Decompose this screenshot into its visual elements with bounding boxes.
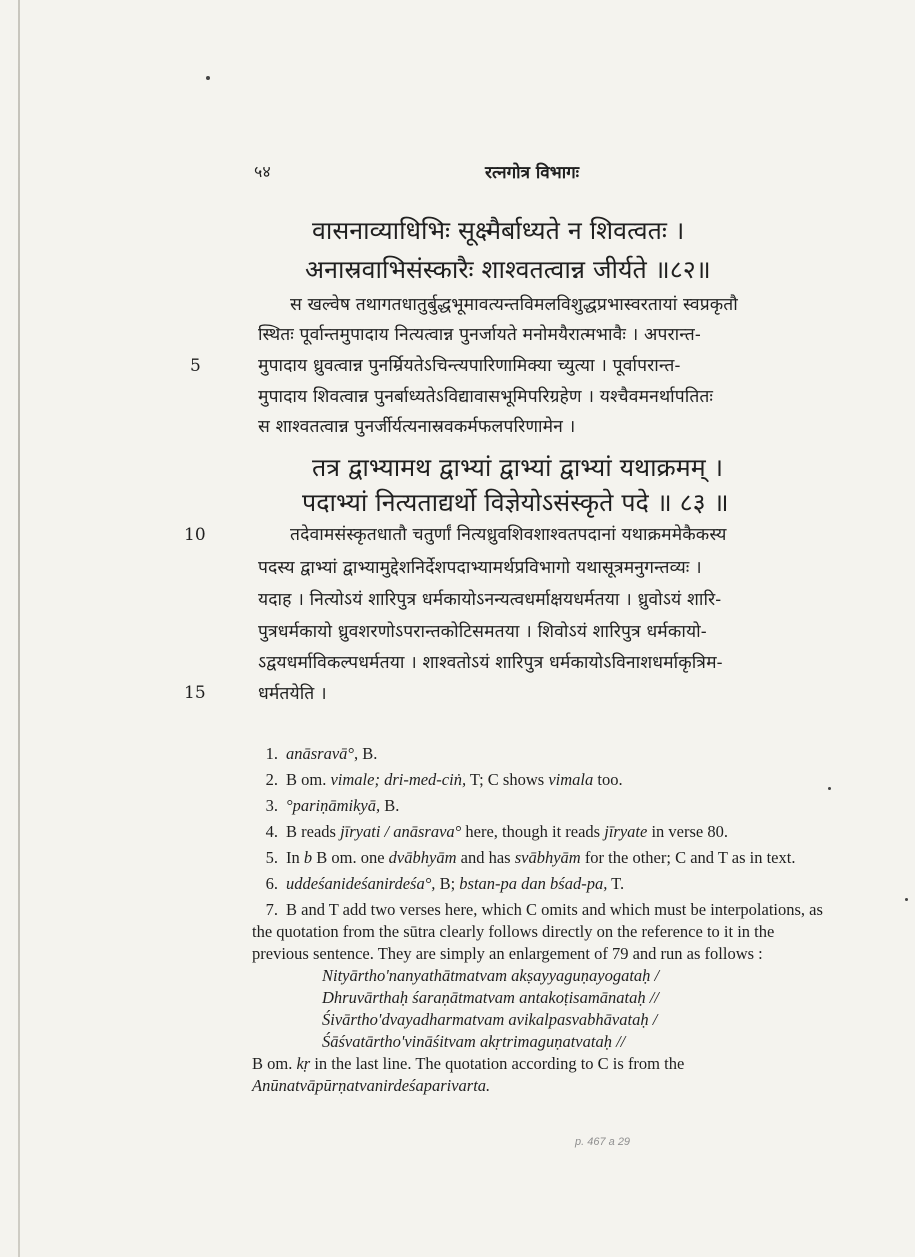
footnote-text: bstan-pa dan bśad-pa,	[459, 874, 608, 893]
verse-line: वासनाव्याधिभिः सूक्ष्मैर्बाध्यते न शिवत्वतः ।	[312, 216, 685, 245]
footnotes	[252, 743, 832, 1097]
footnote-text: vimale; dri-med-ciṅ,	[330, 770, 467, 789]
footnote-text: In	[286, 848, 300, 867]
verse-line: पदाभ्यां नित्यताद्यर्थो विज्ञेयोऽसंस्कृते पदे ॥ ८३ ॥	[302, 488, 729, 517]
footnote	[252, 899, 832, 1097]
footnote	[252, 821, 832, 843]
footnote-tail	[252, 1053, 832, 1097]
scan-speck	[206, 76, 210, 80]
quote-line: Śivārtho'dvayadharmatvam avikalpasvabhāvataḥ /	[322, 1010, 658, 1029]
pencil-annotation: p. 467 a 29	[575, 1136, 631, 1148]
prose-line: स शाश्वतत्वान्न पुनर्जीर्यत्यनास्रवकर्मफलपरिणामेन ।	[258, 417, 576, 437]
footnote-text: too.	[597, 770, 623, 789]
line-number: 10	[184, 525, 206, 545]
prose-line: स खल्वेष तथागतधातुर्बुद्धभूमावत्यन्तविमलविशुद्धप्रभास्वरतायां स्वप्रकृतौ	[290, 295, 738, 315]
prose-line: मुपादाय ध्रुवत्वान्न पुनर्म्रियतेऽचिन्त्यपारिणामिक्या च्युत्या । पूर्वापरान्त-	[258, 356, 681, 376]
quoted-verses	[322, 965, 832, 1053]
footnote-text: B and T add two verses here, which C omits and which must be interpolations, as the quotation from the sūtra clearly follows directly on the reference to it in the previous sentence. They are simply an enlargement of 79 and run as follows :	[252, 900, 823, 963]
prose-line: पुत्रधर्मकायो ध्रुवशरणोऽपरान्तकोटिसमतया । शिवोऽयं शारिपुत्र धर्मकायो-	[258, 622, 707, 642]
footnote-text: uddeśanideśanirdeśa°,	[286, 874, 436, 893]
footnote-number: 5.	[265, 848, 278, 867]
quote-line: Dhruvārthaḥ śaraṇātmatvam antakoṭisamānataḥ //	[322, 988, 659, 1007]
footnote-text: B om.	[252, 1054, 293, 1073]
scan-speck	[905, 898, 908, 901]
prose-line: ऽद्वयधर्माविकल्पधर्मतया । शाश्वतोऽयं शारिपुत्र धर्मकायोऽविनाशधर्माकृत्रिम-	[258, 653, 723, 673]
running-title: रत्नगोत्र विभागः	[485, 163, 580, 183]
footnote-text: B;	[439, 874, 456, 893]
footnote-text: b	[303, 848, 313, 867]
line-number: 15	[184, 683, 206, 703]
quote-line: Nityārtho'nanyathātmatvam akṣayyaguṇayogataḥ /	[322, 966, 660, 985]
verse-line: तत्र द्वाभ्यामथ द्वाभ्यां द्वाभ्यां द्वाभ्यां यथाक्रमम् ।	[312, 453, 724, 482]
footnote-number: 6.	[265, 874, 278, 893]
footnote	[252, 743, 832, 765]
prose-line: यदाह । नित्योऽयं शारिपुत्र धर्मकायोऽनन्यत्वधर्माक्षयधर्मतया । ध्रुवोऽयं शारि-	[258, 590, 722, 610]
footnote-text: in verse 80.	[651, 822, 728, 841]
footnote-text: B.	[384, 796, 400, 815]
footnote-number: 3.	[265, 796, 278, 815]
footnote-number: 7.	[265, 900, 278, 919]
footnote-text: kṛ	[296, 1054, 311, 1073]
prose-line: मुपादाय शिवत्वान्न पुनर्बाध्यतेऽविद्यावासभूमिपरिग्रहेण । यश्चैवमनर्थापतितः	[258, 387, 714, 407]
prose-line: पदस्य द्वाभ्यां द्वाभ्यामुद्देशनिर्देशपदाभ्यामर्थप्रविभागो यथासूत्रमनुगन्तव्यः ।	[258, 558, 702, 578]
footnote-text: Anūnatvāpūrṇatvanirdeśaparivarta.	[252, 1076, 491, 1095]
footnote-text: T.	[611, 874, 625, 893]
footnote-text: vimala	[548, 770, 594, 789]
footnote-text: svābhyām	[514, 848, 581, 867]
footnote-text: and has	[460, 848, 511, 867]
footnote-number: 1.	[265, 744, 278, 763]
scan-edge	[18, 0, 20, 1257]
footnote	[252, 873, 832, 895]
footnote-text: jīryate	[604, 822, 648, 841]
scan-speck	[828, 787, 831, 790]
footnote	[252, 769, 832, 791]
footnote-text: anāsravā°	[286, 744, 355, 763]
footnote	[252, 847, 832, 869]
footnote-text: T; C shows	[469, 770, 545, 789]
prose-line: धर्मतयेति ।	[258, 684, 327, 704]
footnote-text: jīryati / anāsrava°	[340, 822, 462, 841]
line-number: 5	[190, 356, 201, 376]
page-header	[240, 160, 840, 190]
footnote-text: B om.	[286, 770, 327, 789]
verse-line: अनास्रवाभिसंस्कारैः शाश्वतत्वान्न जीर्यते ॥८२॥	[305, 255, 711, 284]
footnote-text: dvābhyām	[388, 848, 457, 867]
footnote	[252, 795, 832, 817]
prose-line: तदेवामसंस्कृतधातौ चतुर्णां नित्यध्रुवशिवशाश्वतपदानां यथाक्रममेकैकस्य	[290, 525, 727, 545]
footnote-text: °pariṇāmikyā,	[286, 796, 381, 815]
footnote-number: 2.	[265, 770, 278, 789]
footnote-text: for the other; C and T as in text.	[584, 848, 796, 867]
footnote-text: here, though it reads	[465, 822, 601, 841]
footnote-text: B reads	[286, 822, 336, 841]
prose-line: स्थितः पूर्वान्तमुपादाय नित्यत्वान्न पुनर्जायते मनोमयैरात्मभावैः । अपरान्त-	[258, 325, 701, 345]
quote-line: Śāśvatārtho'vināśitvam akṛtrimaguṇatvataḥ //	[322, 1032, 626, 1051]
footnote-text: , B.	[354, 744, 378, 763]
footnote-number: 4.	[265, 822, 278, 841]
page-number: ५४	[254, 162, 271, 181]
footnote-text: in the last line. The quotation according to C is from the	[314, 1054, 685, 1073]
footnote-text: B om. one	[316, 848, 385, 867]
